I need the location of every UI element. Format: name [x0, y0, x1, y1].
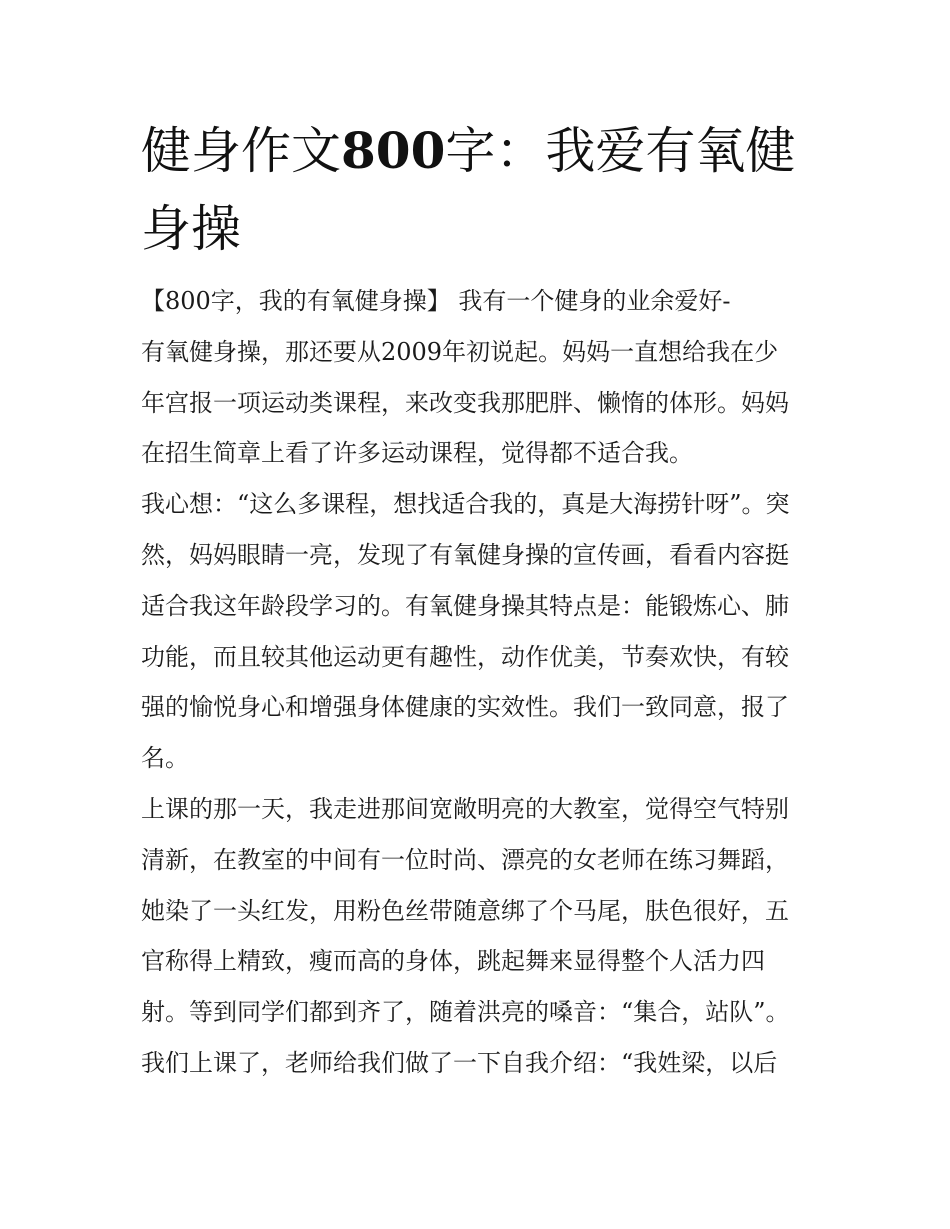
text-line: 我心想：“这么多课程，想找适合我的，真是大海捞针呀”。突: [141, 490, 790, 519]
text-line: 【800字，我的有氧健身操】 我有一个健身的业余爱好-: [141, 287, 731, 315]
title-text-part2: 字：我爱有氧健: [445, 122, 796, 180]
text-line: 名。: [141, 744, 189, 773]
title-text-line2: 身操: [141, 200, 241, 258]
text-line: 上课的那一天，我走进那间宽敞明亮的大教室，觉得空气特别: [141, 794, 789, 823]
text-line: 在招生简章上看了许多运动课程，觉得都不适合我。: [141, 439, 693, 468]
text-line: 她染了一头红发，用粉色丝带随意绑了个马尾，肤色很好，五: [141, 896, 789, 925]
title-number: 800: [341, 121, 446, 180]
text-line: 射。等到同学们都到齐了，随着洪亮的嗓音：“集合，站队”。: [141, 998, 790, 1027]
text-line: 我们上课了，老师给我们做了一下自我介绍：“我姓梁，以后: [141, 1048, 778, 1077]
text-line: 适合我这年龄段学习的。有氧健身操其特点是：能锻炼心、肺: [141, 591, 789, 620]
text-line: 年宫报一项运动类课程，来改变我那肥胖、懒惰的体形。妈妈: [141, 388, 789, 417]
text-line: 有氧健身操，那还要从2009年初说起。妈妈一直想给我在少: [141, 337, 779, 366]
text-line: 强的愉悦身心和增强身体健康的实效性。我们一致同意，报了: [141, 693, 789, 722]
text-line: 然，妈妈眼睛一亮，发现了有氧健身操的宣传画，看看内容挺: [141, 540, 789, 569]
essay-body: [141, 276, 821, 1089]
title-text-part1: 健身作文: [141, 122, 341, 180]
text-line: 功能，而且较其他运动更有趣性，动作优美，节奏欢快，有较: [141, 642, 789, 671]
text-line: 清新，在教室的中间有一位时尚、漂亮的女老师在练习舞蹈，: [141, 845, 789, 874]
text-line: 官称得上精致，瘦而高的身体，跳起舞来显得整个人活力四: [141, 947, 765, 976]
page-title: [141, 112, 821, 268]
